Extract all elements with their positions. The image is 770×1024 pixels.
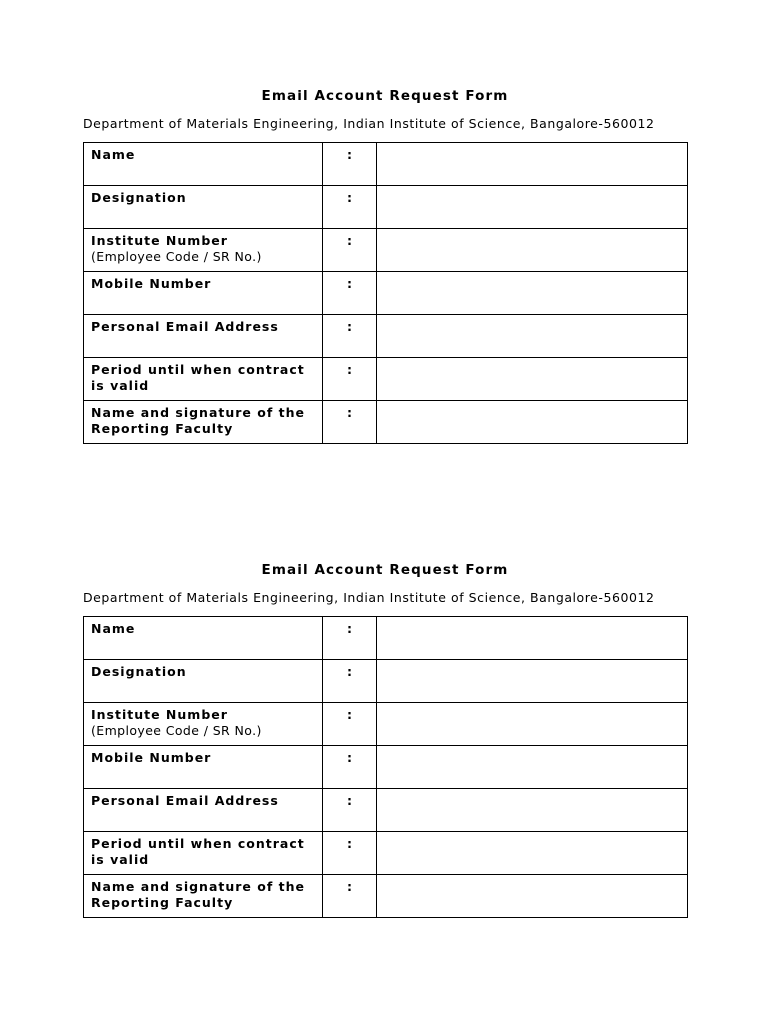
colon-separator: : — [323, 617, 377, 660]
field-label-cell — [84, 315, 323, 358]
colon-separator: : — [323, 315, 377, 358]
field-label: Mobile Number — [91, 750, 212, 765]
field-label-cell — [84, 789, 323, 832]
form-row-reporting-faculty — [84, 401, 688, 444]
field-label-cell — [84, 660, 323, 703]
form-subtitle: Department of Materials Engineering, Indian Institute of Science, Bangalore-560012 — [83, 116, 655, 131]
form-table — [83, 616, 688, 918]
field-label-cell — [84, 832, 323, 875]
institute-number-field[interactable] — [377, 229, 688, 272]
field-sublabel: (Employee Code / SR No.) — [91, 249, 262, 264]
institute-number-field[interactable] — [377, 703, 688, 746]
field-sublabel: (Employee Code / SR No.) — [91, 723, 262, 738]
field-label-cell — [84, 617, 323, 660]
form-row-name — [84, 143, 688, 186]
form-row-mobile-number — [84, 272, 688, 315]
form-subtitle: Department of Materials Engineering, Indian Institute of Science, Bangalore-560012 — [83, 590, 655, 605]
colon-separator: : — [323, 358, 377, 401]
form-row-personal-email — [84, 315, 688, 358]
contract-period-field[interactable] — [377, 832, 688, 875]
field-label-cell — [84, 272, 323, 315]
mobile-number-field[interactable] — [377, 746, 688, 789]
field-label: Designation — [91, 190, 187, 205]
form-row-designation — [84, 186, 688, 229]
reporting-faculty-field[interactable] — [377, 401, 688, 444]
field-label: Mobile Number — [91, 276, 212, 291]
form-row-institute-number — [84, 229, 688, 272]
colon-separator: : — [323, 746, 377, 789]
form-row-contract-period — [84, 358, 688, 401]
field-label: Personal Email Address — [91, 319, 279, 334]
form-row-reporting-faculty — [84, 875, 688, 918]
field-label: Institute Number — [91, 707, 228, 722]
personal-email-field[interactable] — [377, 315, 688, 358]
field-label-cell — [84, 358, 323, 401]
field-label-cell — [84, 401, 323, 444]
form-row-contract-period — [84, 832, 688, 875]
field-label-cell — [84, 229, 323, 272]
form-row-mobile-number — [84, 746, 688, 789]
colon-separator: : — [323, 229, 377, 272]
form-title: Email Account Request Form — [261, 562, 509, 578]
colon-separator: : — [323, 143, 377, 186]
name-field[interactable] — [377, 617, 688, 660]
name-field[interactable] — [377, 143, 688, 186]
field-label-cell — [84, 143, 323, 186]
mobile-number-field[interactable] — [377, 272, 688, 315]
field-label-cell — [84, 703, 323, 746]
field-label: Period until when contract is valid — [91, 836, 305, 867]
colon-separator: : — [323, 875, 377, 918]
colon-separator: : — [323, 660, 377, 703]
form-row-name — [84, 617, 688, 660]
form-row-personal-email — [84, 789, 688, 832]
personal-email-field[interactable] — [377, 789, 688, 832]
field-label: Period until when contract is valid — [91, 362, 305, 393]
field-label: Name and signature of the Reporting Faculty — [91, 879, 305, 910]
field-label: Personal Email Address — [91, 793, 279, 808]
colon-separator: : — [323, 186, 377, 229]
colon-separator: : — [323, 272, 377, 315]
field-label-cell — [84, 746, 323, 789]
field-label: Name — [91, 621, 136, 636]
form-row-designation — [84, 660, 688, 703]
field-label: Institute Number — [91, 233, 228, 248]
colon-separator: : — [323, 789, 377, 832]
field-label: Name — [91, 147, 136, 162]
designation-field[interactable] — [377, 660, 688, 703]
reporting-faculty-field[interactable] — [377, 875, 688, 918]
designation-field[interactable] — [377, 186, 688, 229]
form-row-institute-number — [84, 703, 688, 746]
field-label: Designation — [91, 664, 187, 679]
colon-separator: : — [323, 703, 377, 746]
field-label: Name and signature of the Reporting Faculty — [91, 405, 305, 436]
form-title: Email Account Request Form — [261, 88, 509, 104]
field-label-cell — [84, 186, 323, 229]
form-table — [83, 142, 688, 444]
colon-separator: : — [323, 401, 377, 444]
field-label-cell — [84, 875, 323, 918]
contract-period-field[interactable] — [377, 358, 688, 401]
colon-separator: : — [323, 832, 377, 875]
